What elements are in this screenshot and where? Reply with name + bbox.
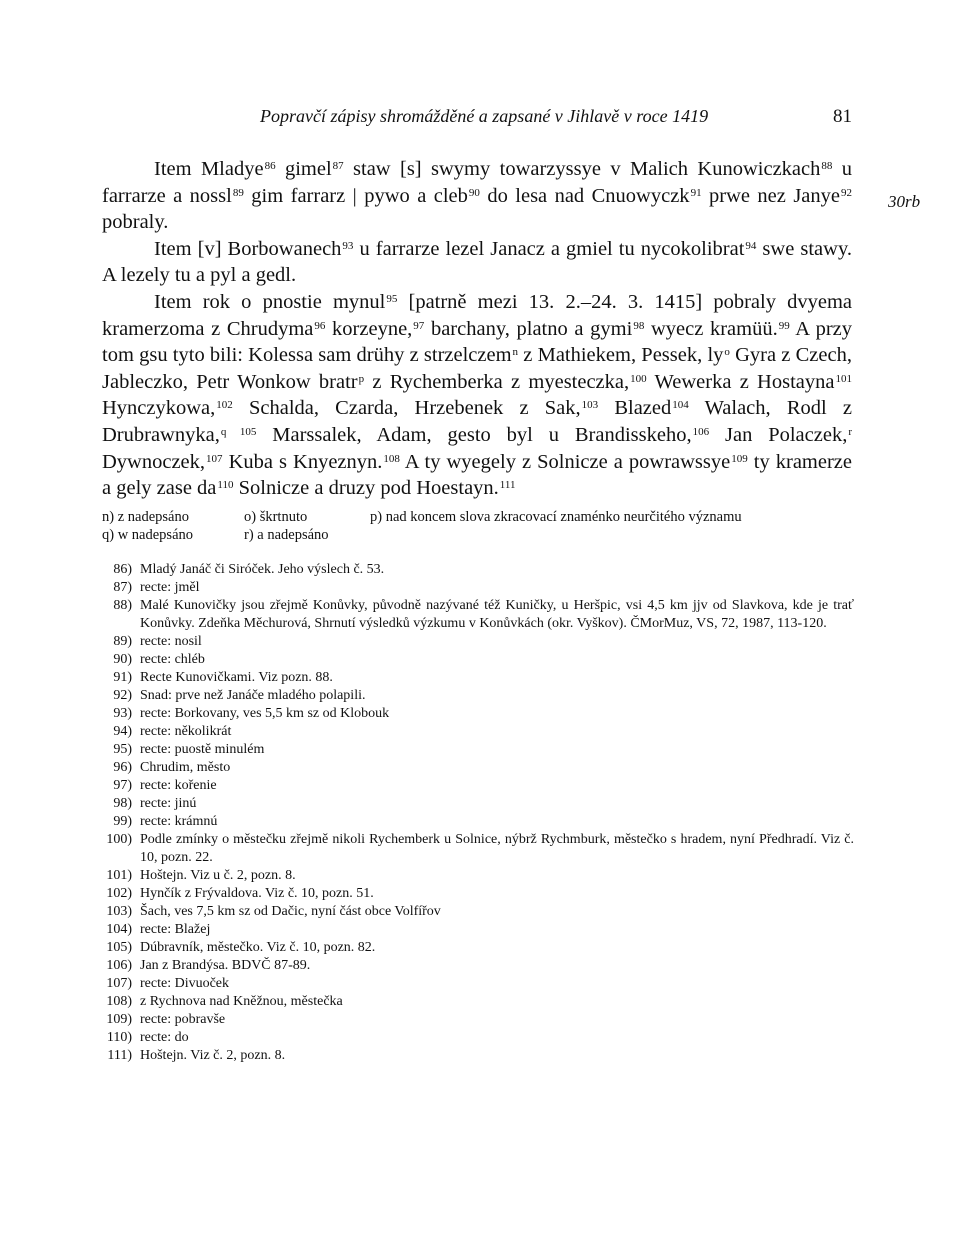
text-run: swe stawy. A lezely tu a pyl a gedl. — [102, 237, 852, 287]
footnote-text: recte: chléb — [140, 652, 205, 667]
footnote — [102, 741, 854, 759]
text-run: korzeyne, — [325, 317, 413, 340]
footnote-ref: 108 — [383, 452, 400, 465]
text-run: pobraly. — [102, 211, 169, 234]
text-run: Item [v] Borbowanech — [154, 237, 342, 260]
footnote-number: 109) — [106, 1012, 132, 1027]
footnote-ref: 92 — [841, 186, 852, 199]
main-text — [102, 156, 852, 502]
footnote-text: Chrudim, město — [140, 760, 231, 775]
footnote-ref: 100 — [630, 372, 647, 385]
text-run: Item rok o pnostie mynul — [154, 290, 386, 313]
textual-notes — [102, 508, 862, 544]
footnote-ref: 87 — [332, 160, 344, 172]
textual-note: r) a nadepsáno — [244, 527, 329, 543]
footnote-text: recte: krámnú — [140, 814, 218, 829]
footnote-ref: n — [512, 346, 519, 359]
textual-note: q) w nadepsáno — [102, 527, 194, 543]
text-run: Jan Polaczek, — [709, 423, 848, 446]
textual-note: p) nad koncem slova zkracovací znaménko neurčitého významu — [370, 509, 742, 525]
text-run: barchany, platno a gymi — [424, 317, 633, 340]
footnote-ref: 94 — [745, 239, 757, 252]
text-run: Kuba s Knyeznyn. — [222, 450, 383, 473]
footnote-number: 101) — [106, 868, 132, 883]
footnote-number: 96) — [113, 760, 132, 775]
footnote — [102, 651, 854, 669]
footnote — [102, 705, 854, 723]
text-run: Hynczykowa, — [102, 397, 216, 420]
margin-folio-note: 30rb — [888, 192, 921, 211]
text-run: Solnicze a druzy pod Hoestayn. — [233, 477, 499, 500]
footnote-number: 104) — [106, 922, 132, 937]
text-run: z Mathiekem, Pessek, ly — [518, 344, 724, 367]
footnote — [102, 957, 854, 975]
footnote — [102, 633, 854, 651]
footnote-text: Šach, ves 7,5 km sz od Dačic, nyní část obce Volfířov — [140, 904, 441, 919]
footnote-ref: 97 — [413, 319, 425, 332]
footnote-text: Hynčík z Frývaldova. Viz č. 10, pozn. 51. — [140, 886, 374, 901]
footnote-number: 107) — [106, 976, 132, 991]
footnote-ref: 91 — [690, 186, 702, 199]
footnote-text: recte: jměl — [140, 580, 200, 595]
footnote-number: 88) — [113, 598, 132, 613]
text-run: staw [s] swymy towarzyssye v Malich Kunowiczkach — [343, 158, 821, 180]
footnote-text: Jan z Brandýsa. BDVČ 87-89. — [140, 958, 311, 973]
text-run: u farrarze lezel Janacz a gmiel tu nycokolibrat — [353, 237, 745, 260]
footnote-number: 100) — [106, 832, 132, 847]
text-run: Wewerka z Hostayna — [646, 370, 835, 393]
footnote-number: 99) — [113, 814, 132, 829]
text-run: Blazed — [598, 397, 672, 420]
footnote-ref: 99 — [778, 319, 790, 332]
running-title: Popravčí zápisy shromážděné a zapsané v Jihlavě v roce 1419 — [260, 106, 709, 126]
footnote-ref: 86 — [264, 160, 276, 172]
text-run: Schalda, Czarda, Hrzebenek z Sak, — [232, 397, 581, 420]
footnote-ref: 90 — [468, 186, 480, 199]
footnote-ref: 110 — [217, 479, 234, 492]
footnote-number: 86) — [113, 562, 132, 577]
text-run: [patrně mezi 13. 2.–24. 3. 1415] pobraly dvyema kramerzoma z Chrudyma — [102, 290, 852, 340]
footnote-ref: 107 — [206, 452, 223, 465]
footnote-number: 98) — [113, 796, 132, 811]
footnote-ref: 93 — [342, 239, 354, 252]
footnote-ref: 98 — [633, 319, 645, 332]
footnote-ref: 88 — [821, 160, 833, 172]
footnote-number: 103) — [106, 904, 132, 919]
footnote-ref: 96 — [314, 319, 326, 332]
text-run: Item Mladye — [154, 158, 264, 180]
textual-note-row — [102, 508, 862, 526]
footnote — [102, 795, 854, 813]
footnote-ref: 102 — [216, 399, 233, 412]
footnote-text: Snad: prve než Janáče mladého polapili. — [140, 688, 366, 703]
footnote — [102, 975, 854, 993]
paragraph — [102, 236, 852, 289]
footnote-text: Hoštejn. Viz u č. 2, pozn. 8. — [140, 868, 296, 883]
footnote-text: Podle zmínky o městečku zřejmě nikoli Rychemberk u Solnice, nýbrž Rychmburk, městečko s hradem, nyní Předhradí. Viz č. 10, pozn. 22. — [140, 832, 854, 865]
textual-note: n) z nadepsáno — [102, 509, 189, 525]
footnote-number: 87) — [113, 580, 132, 595]
footnote-number: 94) — [113, 724, 132, 739]
footnotes — [102, 561, 854, 1065]
footnote-number: 106) — [106, 958, 132, 973]
footnote-number: 89) — [113, 634, 132, 649]
footnote-text: Malé Kunovičky jsou zřejmě Konůvky, původně nazývané též Kuničky, u Heršpic, vsi 4,5 km jjv od Slavkova, kde je trať Konůvky. Zdeňka Měchurová, Shrnutí výsledků výzkumu v Konůvkách (okr. Vyškov). ČMorMuz, VS, 72, 1987, 113-120. — [140, 598, 854, 631]
footnote — [102, 867, 854, 885]
footnote-ref: o — [724, 346, 730, 359]
footnote — [102, 669, 854, 687]
text-run: prwe nez Janye — [701, 184, 840, 207]
footnote-number: 95) — [113, 742, 132, 757]
footnote — [102, 723, 854, 741]
textual-note-row — [102, 526, 862, 544]
text-run: z Rychemberka z myesteczka, — [364, 370, 630, 393]
footnote — [102, 1047, 854, 1065]
text-run: A przy tom gsu tyto bili: Kolessa sam drühy z strzelczem — [102, 317, 852, 367]
footnote-text: z Rychnova nad Kněžnou, městečka — [140, 994, 343, 1009]
footnote — [102, 903, 854, 921]
footnote-text: Mladý Janáč či Siróček. Jeho výslech č. 53. — [140, 562, 385, 577]
footnote-ref: r — [848, 425, 852, 438]
footnote — [102, 1029, 854, 1047]
text-run: Dywnoczek, — [102, 450, 206, 473]
footnote-text: recte: puostě minulém — [140, 742, 265, 757]
text-run: Marssalek, Adam, gesto byl u Brandisskeho, — [256, 423, 692, 446]
footnote-number: 92) — [113, 688, 132, 703]
footnote-ref: 106 — [692, 425, 710, 438]
text-run: gimel — [275, 158, 332, 180]
text-run: Gyra z Czech, Jableczko, Petr Wonkow bratr — [102, 344, 852, 393]
footnote-text: recte: kořenie — [140, 778, 217, 793]
footnote-text: recte: Borkovany, ves 5,5 km sz od Klobouk — [140, 706, 390, 721]
text-run: u farrarze a nossl — [102, 158, 853, 207]
footnote-text: recte: Divuoček — [140, 976, 230, 991]
footnote-number: 110) — [106, 1030, 132, 1045]
text-run: wyecz kramüü. — [644, 317, 778, 340]
footnote — [102, 561, 854, 579]
text-run: do lesa nad Cnuowyczk — [479, 184, 690, 207]
footnote-number: 91) — [113, 670, 132, 685]
text-run: gim farrarz | pywo a cleb — [243, 184, 468, 207]
footnote — [102, 813, 854, 831]
footnote-ref: 104 — [672, 399, 689, 412]
footnote-text: recte: několikrát — [140, 724, 232, 739]
footnote-number: 105) — [106, 940, 132, 955]
textual-note: o) škrtnuto — [244, 509, 308, 525]
page-number: 81 — [833, 106, 852, 127]
footnote-text: Hoštejn. Viz č. 2, pozn. 8. — [140, 1048, 286, 1063]
footnote-ref: 89 — [232, 186, 244, 199]
footnote-number: 97) — [113, 778, 132, 793]
text-run: A ty wyegely z Solnicze a powrawssye — [399, 450, 731, 473]
footnote-number: 93) — [113, 706, 132, 721]
footnote — [102, 687, 854, 705]
footnote-number: 111) — [107, 1048, 132, 1063]
footnote-text: recte: Blažej — [140, 922, 211, 937]
paragraph — [102, 289, 852, 502]
text-run: Walach, Rodl z Drubrawnyka, — [102, 397, 852, 446]
footnote-number: 108) — [106, 994, 132, 1009]
footnote — [102, 921, 854, 939]
page-header — [100, 106, 852, 130]
footnote-ref: 111 — [499, 479, 516, 492]
footnote-text: Dúbravník, městečko. Viz č. 10, pozn. 82. — [140, 940, 376, 955]
footnote-ref: 101 — [835, 372, 852, 385]
footnote — [102, 1011, 854, 1029]
footnote-text: recte: nosil — [140, 634, 202, 649]
footnote — [102, 777, 854, 795]
footnote-ref: 103 — [581, 399, 599, 412]
footnote — [102, 759, 854, 777]
text-run: ty kramerze a gely zase da — [102, 450, 852, 500]
footnote — [102, 939, 854, 957]
footnote-text: recte: jinú — [140, 796, 197, 811]
footnote-number: 102) — [106, 886, 132, 901]
footnote-ref: p — [358, 372, 365, 385]
footnote — [102, 597, 854, 633]
footnote — [102, 579, 854, 597]
footnote-text: Recte Kunovičkami. Viz pozn. 88. — [140, 670, 333, 685]
footnote-text: recte: do — [140, 1030, 189, 1045]
footnote-ref: q 105 — [220, 425, 257, 438]
footnote — [102, 885, 854, 903]
paragraph — [102, 156, 852, 236]
footnote-number: 90) — [113, 652, 132, 667]
footnote — [102, 831, 854, 867]
footnote — [102, 993, 854, 1011]
footnote-ref: 109 — [731, 452, 748, 465]
footnote-ref: 95 — [386, 292, 398, 305]
footnote-text: recte: pobravše — [140, 1012, 226, 1027]
